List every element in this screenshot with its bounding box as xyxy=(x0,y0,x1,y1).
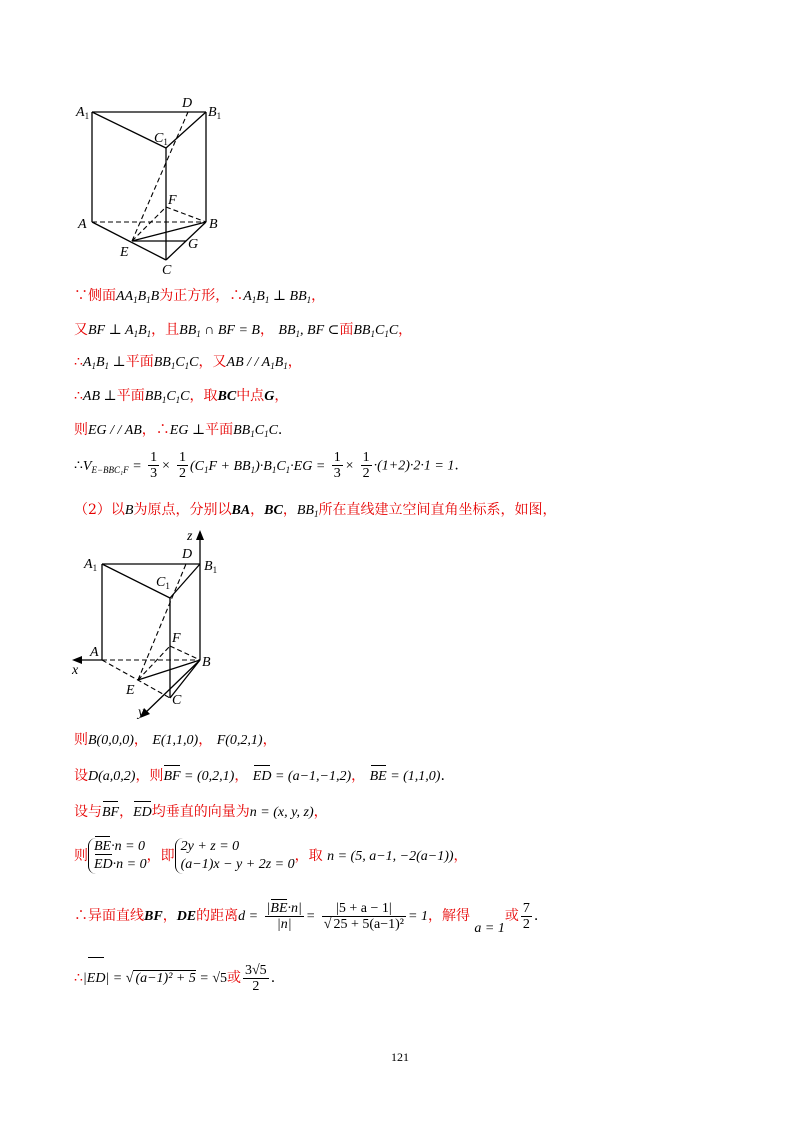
label-A1: $A_1$ xyxy=(84,557,98,573)
line-9: 设D(a,0,2)，则BF = (0,2,1)， ED = (a−1,−1,2)， BE = (1,1,0). xyxy=(74,766,445,787)
label-D: D xyxy=(182,96,193,111)
label-F: F xyxy=(168,193,177,208)
label-C1: $C_1$ xyxy=(156,575,170,591)
label-A: A xyxy=(90,645,99,660)
label-C1: $C_1$ xyxy=(154,131,168,147)
label-B1: $B_1$ xyxy=(208,105,222,121)
line-13: ∴|ED| = √ (a−1)² + 5 = √5或 $\frac{3√5}{2}$ . xyxy=(74,958,275,999)
line-5: 则EG / / AB，∴EG ⊥平面$BB_1C_1C$. xyxy=(74,422,283,439)
label-B: B xyxy=(209,217,218,232)
label-E: E xyxy=(126,683,135,698)
label-B1: $B_1$ xyxy=(204,559,218,575)
label-z: z xyxy=(187,529,193,544)
line-10: 设与BF，ED均垂直的向量为n = (x, y, z)， xyxy=(74,802,328,823)
label-B: B xyxy=(202,655,211,670)
prism-figure-2 xyxy=(66,528,236,722)
line-1: ∵侧面$AA_1B_1B$为正方形，$\therefore A_1B_1$ ⊥ $BB_1$， xyxy=(74,288,326,305)
line-7: （2）以B为原点，分别以BA，BC，$BB_1$所在直线建立空间直角坐标系，如图， xyxy=(74,502,557,519)
line-2: 又BF ⊥ $A_1B_1$，且$BB_1$ ∩ BF = B， $BB_1$, BF ⊂面$BB_1C_1C$， xyxy=(74,322,413,339)
label-C: C xyxy=(172,693,182,708)
label-y: y xyxy=(138,705,145,720)
line-12: ∴异面直线BF，DE的距离d = $\frac{|BE\cdot n|}{|n|}$ = $\frac{|5 + a - 1|}{\text{√ 25 + 5(a−1)²}}$ = 1，解得 a = 1或 $\frac{7}{2}$ . xyxy=(74,900,539,936)
label-x: x xyxy=(72,663,79,678)
line-3: $\therefore A_1B_1$ ⊥平面$BB_1C_1C$，又AB / / $A_1B_1$， xyxy=(74,354,302,371)
prism-figure-1 xyxy=(70,92,230,282)
label-D: D xyxy=(182,547,193,562)
line-4: ∴AB ⊥平面$BB_1C_1C$，取BC中点G， xyxy=(74,388,289,405)
page-number: 121 xyxy=(391,1050,409,1064)
label-F: F xyxy=(172,631,181,646)
label-E: E xyxy=(120,245,129,260)
label-A: A xyxy=(78,217,87,232)
line-11: 则 BE·n = 0 ED·n = 0 ，即 2y + z = 0 (a−1)x − y + 2z = 0 ，取 n = (5, a−1, −2(a−1))， xyxy=(74,839,468,872)
line-8: 则B(0,0,0)， E(1,1,0)， F(0,2,1)， xyxy=(74,732,277,748)
label-C: C xyxy=(162,263,172,278)
label-G: G xyxy=(188,237,199,252)
label-A1: $A_1$ xyxy=(76,105,90,121)
line-6: $\therefore V_{E-BBC_1F}$ = $\frac{1}{3}$ × $\frac{1}{2}$ $(C_1F + BB_1)\cdot B_1C_1\cdot EG$ = $\frac{1}{3}$ × $\frac{1}{2}$ ·(1+2)·2·1 = 1. xyxy=(74,450,459,481)
